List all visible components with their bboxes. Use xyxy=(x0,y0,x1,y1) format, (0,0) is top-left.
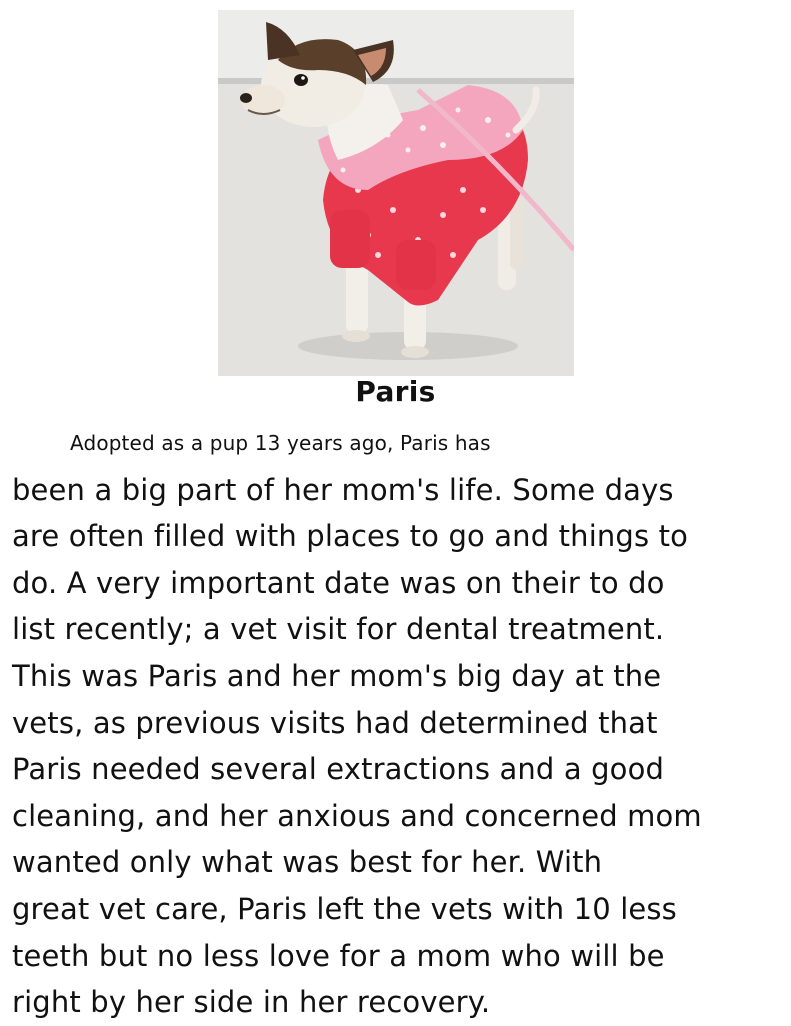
story-line: Adopted as a pup 13 years ago, Paris has xyxy=(70,431,491,455)
story-line: teeth but no less love for a mom who will be xyxy=(12,938,665,973)
photo-caption: Paris xyxy=(355,375,436,408)
story-line: Paris needed several extractions and a good xyxy=(12,752,665,787)
story-line: do. A very important date was on their to do xyxy=(12,565,665,600)
dog-illustration xyxy=(218,10,574,376)
story-line: right by her side in her recovery. xyxy=(12,985,491,1020)
story-line: great vet care, Paris left the vets with 10 less xyxy=(12,891,677,926)
story-line: been a big part of her mom's life. Some days xyxy=(12,472,674,507)
story-line: wanted only what was best for her. With xyxy=(12,845,603,880)
dog-photo xyxy=(218,10,574,376)
story-line: are often filled with places to go and things to xyxy=(12,519,689,554)
story-line: cleaning, and her anxious and concerned mom xyxy=(12,798,702,833)
story-line: list recently; a vet visit for dental treatment. xyxy=(12,612,665,647)
story-line: vets, as previous visits had determined that xyxy=(12,705,658,740)
story-paragraph xyxy=(12,420,782,1026)
story-line: This was Paris and her mom's big day at the xyxy=(12,658,662,693)
